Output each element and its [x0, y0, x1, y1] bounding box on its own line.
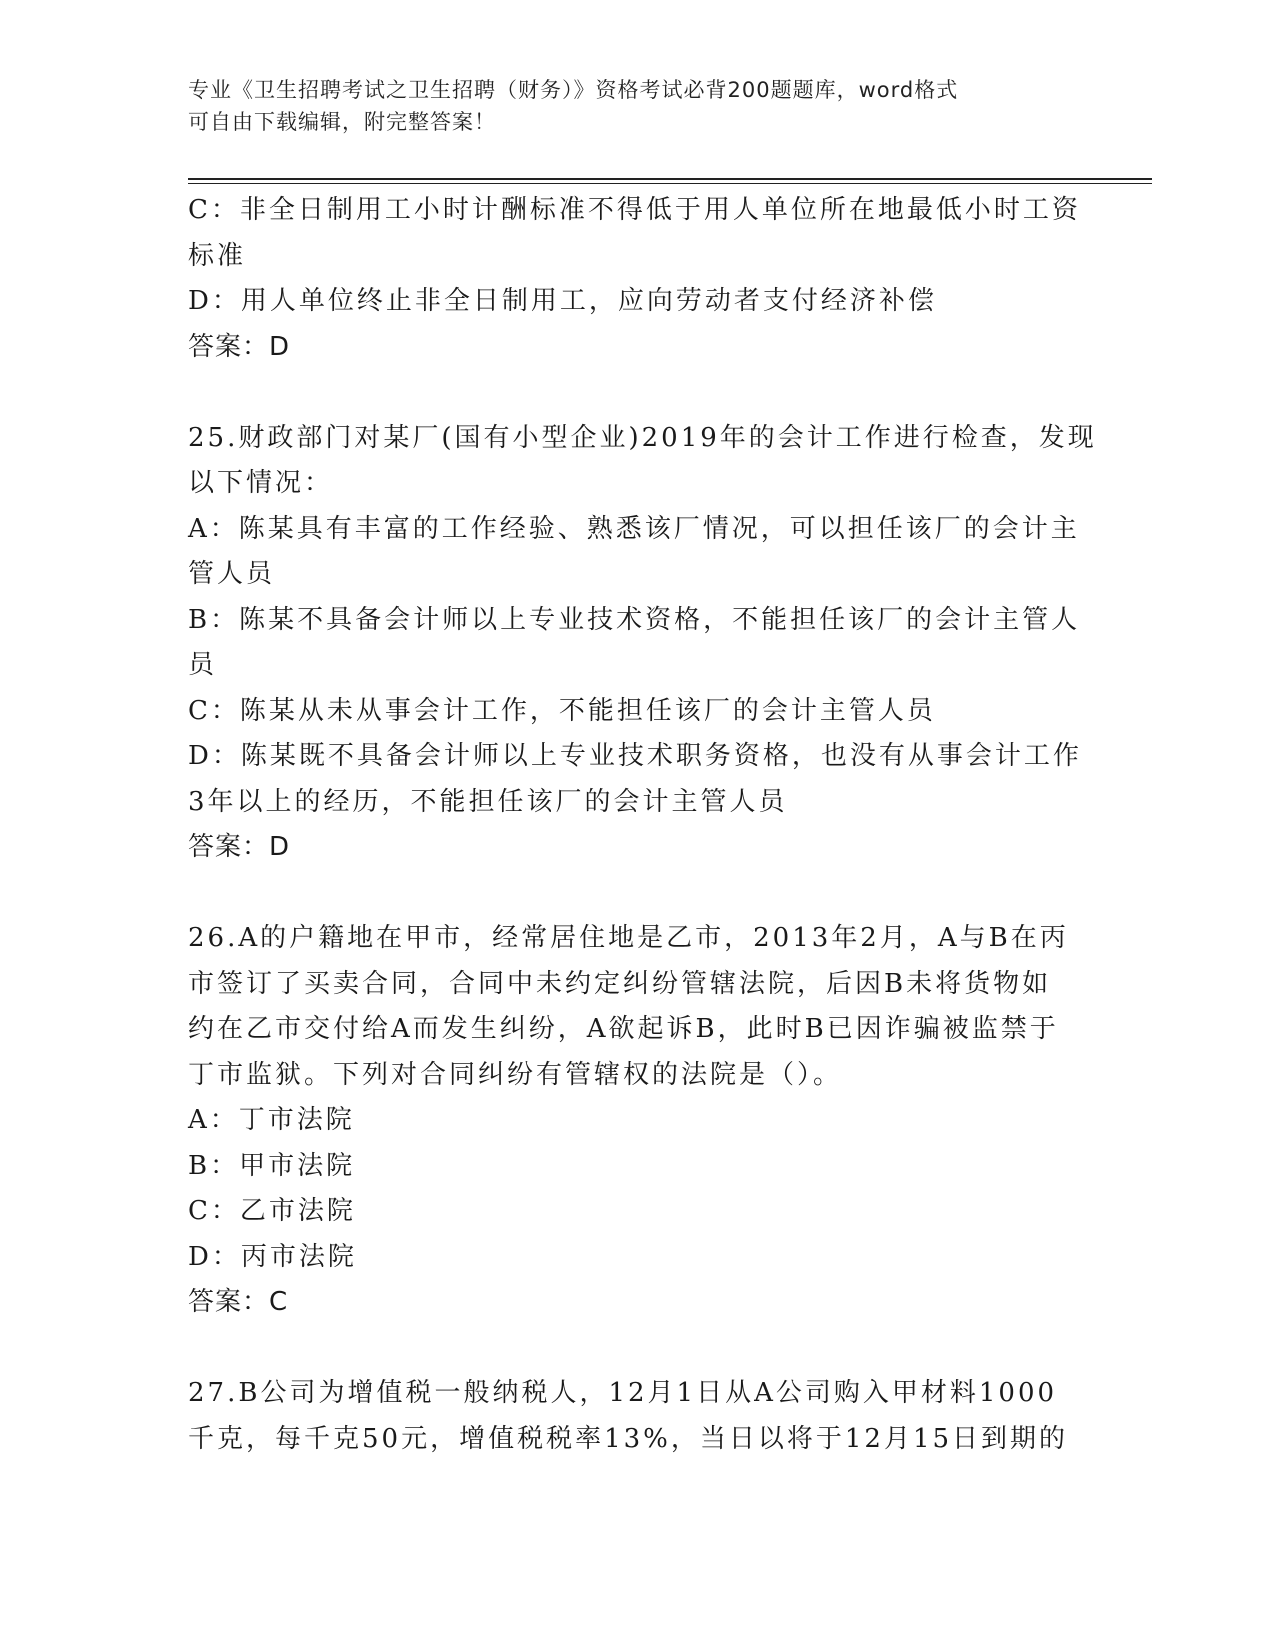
option-c-continued: 标准 — [188, 240, 247, 271]
option-a: A：陈某具有丰富的工作经验、熟悉该厂情况，可以担任该厂的会计主 — [188, 513, 1080, 544]
option-d: D：用人单位终止非全日制用工，应向劳动者支付经济补偿 — [188, 286, 937, 316]
option-b: B：陈某不具备会计师以上专业技术资格，不能担任该厂的会计主管人 — [188, 604, 1081, 635]
question-24 — [188, 188, 1088, 370]
spacer — [188, 871, 1088, 917]
option-c: C：非全日制用工小时计酬标准不得低于用人单位所在地最低小时工资 — [188, 195, 1081, 225]
question-stem-continued: 以下情况： — [188, 468, 334, 498]
option-d-continued: 3年以上的经历，不能担任该厂的会计主管人员 — [188, 786, 788, 817]
header-line-2: 可自由下载编辑，附完整答案！ — [188, 110, 496, 134]
header-line-1: 专业《卫生招聘考试之卫生招聘（财务）》资格考试必背200题题库，word格式 — [188, 78, 959, 102]
option-b-continued: 员 — [188, 650, 218, 680]
option-d: D：丙市法院 — [188, 1241, 357, 1272]
option-a: A：丁市法院 — [188, 1105, 355, 1135]
answer: 答案：D — [188, 331, 291, 362]
question-stem-continued: 市签订了买卖合同，合同中未约定纠纷管辖法院，后因B未将货物如 — [188, 968, 1052, 999]
option-c: C：陈某从未从事会计工作，不能担任该厂的会计主管人员 — [188, 695, 936, 726]
option-c: C：乙市法院 — [188, 1196, 356, 1226]
question-27 — [188, 1371, 1088, 1462]
answer: 答案：C — [188, 1287, 289, 1317]
answer: 答案：D — [188, 832, 291, 862]
question-stem: 25.财政部门对某厂(国有小型企业)2019年的会计工作进行检查，发现 — [188, 422, 1097, 453]
question-stem-continued: 丁市监狱。下列对合同纠纷有管辖权的法院是（）。 — [188, 1059, 843, 1090]
spacer — [188, 370, 1088, 416]
option-a-continued: 管人员 — [188, 559, 276, 589]
page-header — [188, 74, 1068, 138]
option-d: D：陈某既不具备会计师以上专业技术职务资格，也没有从事会计工作 — [188, 741, 1082, 771]
question-stem: 27.B公司为增值税一般纳税人，12月1日从A公司购入甲材料1000 — [188, 1378, 1058, 1408]
question-26 — [188, 916, 1088, 1326]
question-content — [188, 188, 1097, 1462]
question-stem-continued: 约在乙市交付给A而发生纠纷，A欲起诉B，此时B已因诈骗被监禁于 — [188, 1014, 1059, 1044]
question-stem: 26.A的户籍地在甲市，经常居住地是乙市，2013年2月，A与B在丙 — [188, 923, 1069, 953]
question-stem-continued: 千克，每千克50元，增值税税率13%，当日以将于12月15日到期的 — [188, 1423, 1069, 1454]
header-divider — [188, 178, 1152, 184]
option-b: B：甲市法院 — [188, 1150, 356, 1181]
question-25 — [188, 416, 1097, 871]
spacer — [188, 1326, 1088, 1372]
